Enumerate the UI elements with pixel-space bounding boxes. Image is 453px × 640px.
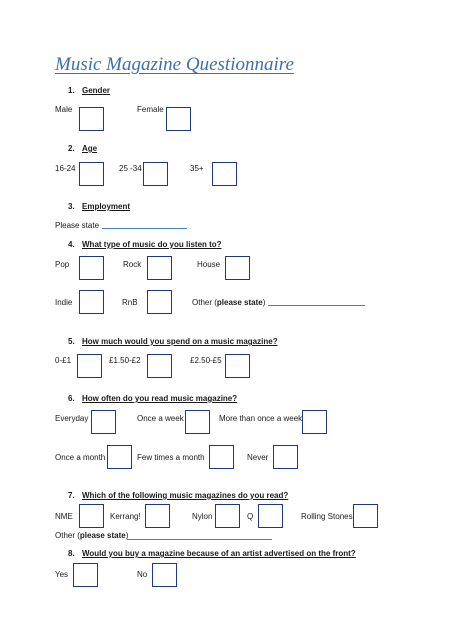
question-text: Age [82, 144, 98, 153]
question-number: 8. [68, 549, 75, 558]
checkbox-16-24[interactable] [79, 162, 104, 186]
checkbox-rnb[interactable] [147, 290, 172, 314]
please-state-label: Please state [55, 221, 100, 230]
question-6 [68, 394, 237, 403]
checkbox-more-than-once-a-week[interactable] [302, 410, 327, 434]
option-label-everyday: Everyday [55, 414, 89, 423]
option-label-pop: Pop [55, 260, 70, 269]
other-suffix: ) [262, 298, 266, 307]
option-label-female: Female [137, 105, 164, 114]
option-label-rnb: RnB [122, 298, 138, 307]
checkbox-rolling-stones[interactable] [353, 504, 378, 528]
checkbox-male[interactable] [79, 107, 104, 131]
checkbox-once-a-month[interactable] [107, 445, 132, 469]
option-label-rolling-stones: Rolling Stones [301, 512, 353, 521]
checkbox-25-34[interactable] [143, 162, 168, 186]
question-text: How much would you spend on a music magazine? [82, 337, 278, 346]
question-2 [68, 144, 97, 153]
option-label-other-magazine [55, 531, 128, 540]
option-label-indie: Indie [55, 298, 73, 307]
employment-input-line[interactable] [102, 228, 187, 229]
question-1 [68, 86, 110, 95]
checkbox-rock[interactable] [147, 256, 172, 280]
checkbox-never[interactable] [273, 445, 298, 469]
question-number: 5. [68, 337, 75, 346]
option-label-nme: NME [55, 512, 73, 521]
option-label-male: Male [55, 105, 73, 114]
question-text: Employment [82, 202, 131, 211]
question-text: Would you buy a magazine because of an artist advertised on the front? [82, 549, 356, 558]
other-bold: please state [79, 531, 126, 540]
question-number: 3. [68, 202, 75, 211]
option-label-house: House [197, 260, 221, 269]
option-label-kerrang: Kerrang! [110, 512, 141, 521]
other-prefix: Other ( [55, 531, 80, 540]
option-label-yes: Yes [55, 570, 69, 579]
option-label-once-a-month: Once a month [55, 453, 106, 462]
checkbox-1-50-2[interactable] [147, 354, 172, 378]
option-label-few-times-a-month: Few times a month [137, 453, 205, 462]
option-label-35-plus: 35+ [190, 164, 204, 173]
option-label-q: Q [247, 512, 254, 521]
question-number: 7. [68, 491, 75, 500]
checkbox-kerrang[interactable] [145, 504, 170, 528]
option-label-more-than-once-a-week: More than once a week [219, 414, 303, 423]
question-text: How often do you read music magazine? [82, 394, 238, 403]
option-label-rock: Rock [123, 260, 142, 269]
question-number: 2. [68, 144, 75, 153]
option-label-other [192, 298, 265, 307]
checkbox-yes[interactable] [73, 563, 98, 587]
page-title: Music Magazine Questionnaire [55, 54, 294, 75]
option-label-25-34: 25 -34 [119, 164, 142, 173]
checkbox-indie[interactable] [79, 290, 104, 314]
option-label-0-1: 0-£1 [55, 356, 72, 365]
checkbox-few-times-a-month[interactable] [209, 445, 234, 469]
checkbox-female[interactable] [166, 107, 191, 131]
magazine-other-input-line[interactable] [127, 539, 272, 540]
checkbox-house[interactable] [225, 256, 250, 280]
checkbox-2-50-5[interactable] [225, 354, 250, 378]
question-text: What type of music do you listen to? [82, 240, 222, 249]
checkbox-everyday[interactable] [91, 410, 116, 434]
question-3 [68, 202, 130, 211]
option-label-once-a-week: Once a week [137, 414, 184, 423]
question-4 [68, 240, 222, 249]
question-text: Which of the following music magazines do you read? [82, 491, 289, 500]
option-label-1-50-2: £1.50-£2 [109, 356, 141, 365]
checkbox-once-a-week[interactable] [185, 410, 210, 434]
checkbox-pop[interactable] [79, 256, 104, 280]
question-number: 6. [68, 394, 75, 403]
checkbox-nme[interactable] [79, 504, 104, 528]
other-suffix: ) [125, 531, 129, 540]
question-8 [68, 549, 356, 558]
question-number: 1. [68, 86, 75, 95]
question-5 [68, 337, 278, 346]
option-label-2-50-5: £2.50-£5 [190, 356, 222, 365]
option-label-never: Never [247, 453, 269, 462]
question-7 [68, 491, 288, 500]
checkbox-no[interactable] [152, 563, 177, 587]
option-label-no: No [137, 570, 148, 579]
option-label-16-24: 16-24 [55, 164, 76, 173]
checkbox-35-plus[interactable] [212, 162, 237, 186]
option-label-nylon: Nylon [192, 512, 213, 521]
other-prefix: Other ( [192, 298, 217, 307]
checkbox-nylon[interactable] [215, 504, 240, 528]
checkbox-0-1[interactable] [77, 354, 102, 378]
checkbox-q[interactable] [258, 504, 283, 528]
music-other-input-line[interactable] [268, 305, 365, 306]
other-bold: please state [216, 298, 263, 307]
question-number: 4. [68, 240, 75, 249]
question-text: Gender [82, 86, 111, 95]
